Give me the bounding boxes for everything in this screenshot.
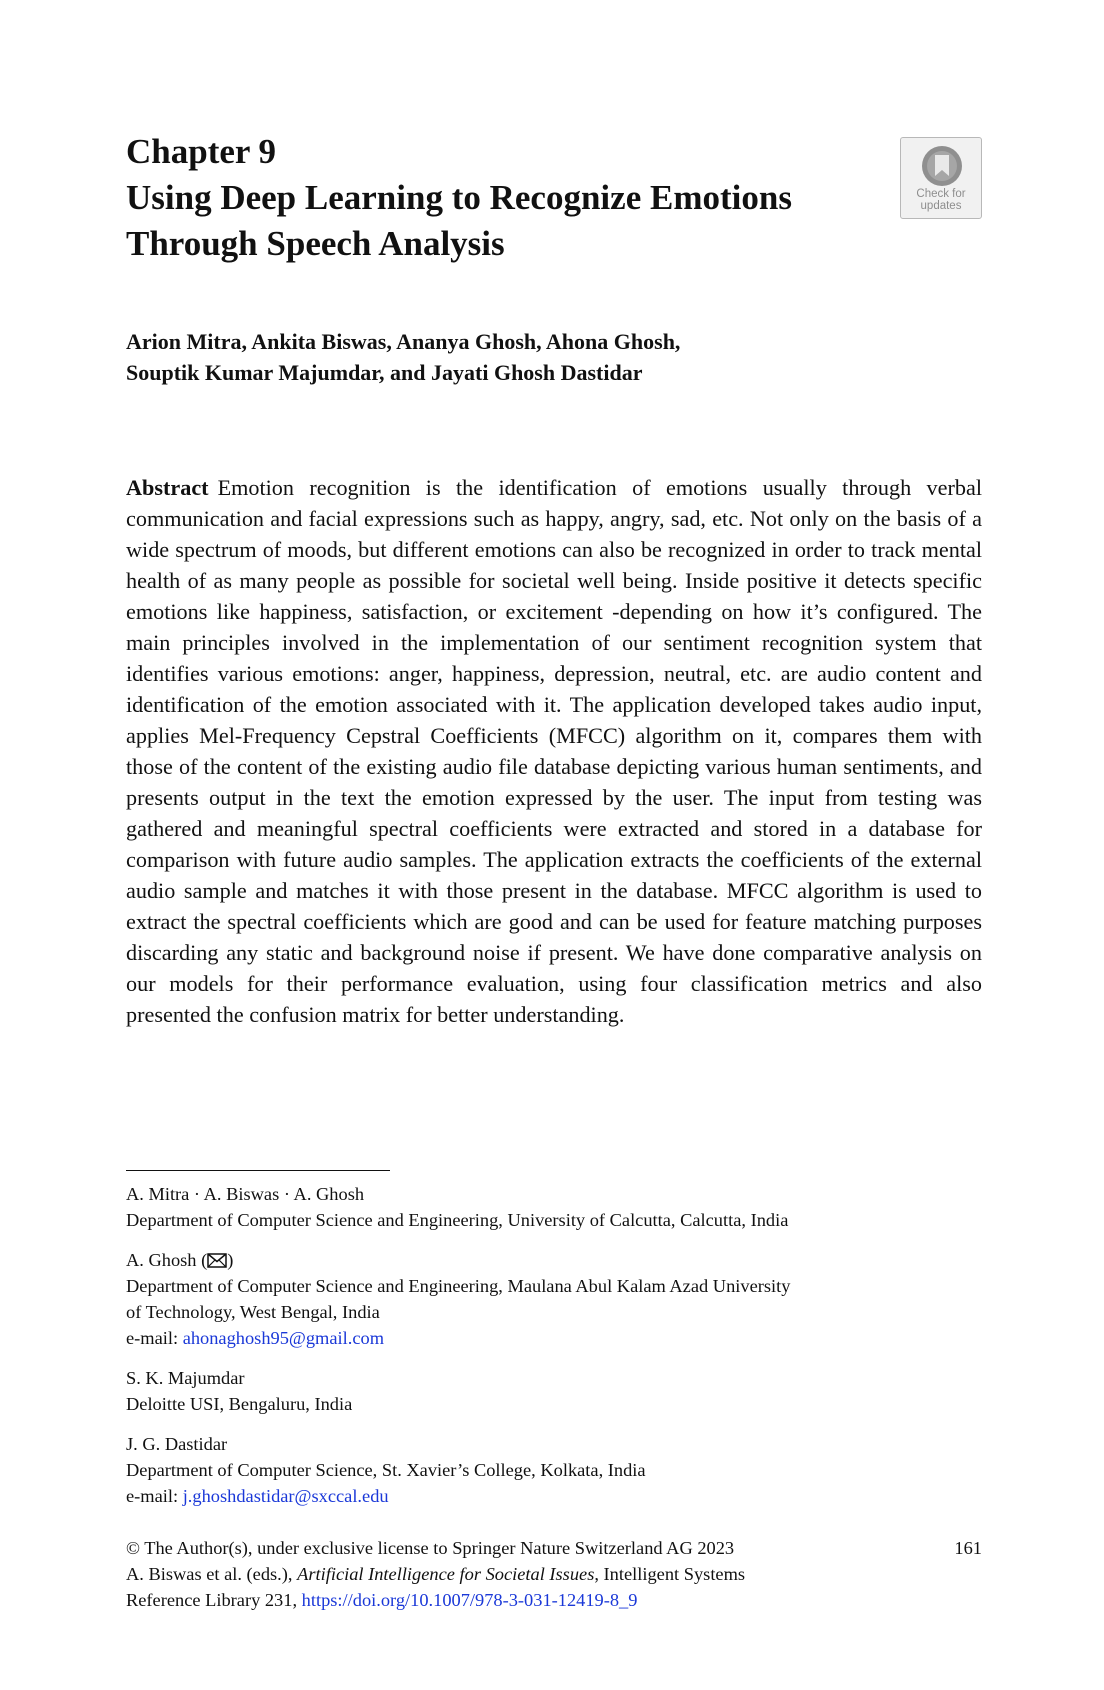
affiliation-dept: Department of Computer Science and Engineering, Maulana Abul Kalam Azad University [126, 1276, 791, 1296]
badge-label: Check for updates [916, 188, 966, 212]
chapter-title: Using Deep Learning to Recognize Emotions Through Speech Analysis [126, 178, 792, 263]
copyright-notice [126, 1535, 982, 1613]
citation-line: A. Biswas et al. (eds.), Artificial Intelligence for Societal Issues, Intelligent Systems [126, 1564, 746, 1584]
chapter-label: Chapter 9 [126, 132, 277, 171]
affiliations [126, 1181, 982, 1523]
affiliation-dept: Department of Computer Science and Engineering, University of Calcutta, Calcutta, India [126, 1210, 789, 1230]
author-line: Arion Mitra, Ankita Biswas, Ananya Ghosh, Ahona Ghosh, [126, 329, 681, 354]
email-link[interactable]: j.ghoshdastidar@sxccal.edu [182, 1486, 389, 1506]
abstract-text: Emotion recognition is the identification of emotions usually through verbal communication and facial expressions such as happy, angry, sad, etc. Not only on the basis of a wide spectrum of moods, but different emotions can also be recognized in order to track mental health of as many people as possible for societal well being. Inside positive it detects specific emotions like happiness, satisfaction, or excitement -depending on how it’s configured. The main principles involved in the implementation of our sentiment recognition system that identifies various emotions: anger, happiness, depression, neutral, etc. are audio content and identification of the emotion associated with it. The application developed takes audio input, applies Mel-Frequency Cepstral Coefficients (MFCC) algorithm on it, compares them with those of the content of the existing audio file database depicting various human sentiments, and presents output in the text the emotion expressed by the user. The input from testing was gathered and meaningful spectral coefficients were extracted and stored in a database for comparison with future audio samples. The application extracts the coefficients of the external audio sample and matches it with those present in the database. MFCC algorithm is used to extract the spectral coefficients which are good and can be used for feature matching purposes discarding any static and background noise if present. We have done comparative analysis on our models for their performance evaluation, using four classification metrics and also presented the confusion matrix for better understanding. [126, 475, 982, 1027]
author-list [126, 326, 866, 388]
affiliation-block [126, 1247, 982, 1351]
bookmark-icon [920, 145, 964, 187]
abstract-heading: Abstract [126, 475, 209, 500]
affiliation-names: A. Mitra · A. Biswas · A. Ghosh [126, 1184, 365, 1204]
page-number: 161 [954, 1538, 982, 1558]
affiliation-names: S. K. Majumdar [126, 1368, 245, 1388]
footnote-divider [126, 1170, 390, 1171]
author-line: Souptik Kumar Majumdar, and Jayati Ghosh Dastidar [126, 360, 643, 385]
citation-line: Reference Library 231, https://doi.org/10.1007/978-3-031-12419-8_9 [126, 1590, 638, 1610]
corresponding-author: A. Ghosh ( ) [126, 1250, 234, 1270]
affiliation-names: J. G. Dastidar [126, 1434, 228, 1454]
email-line: e-mail: ahonaghosh95@gmail.com [126, 1328, 385, 1348]
affiliation-dept: of Technology, West Bengal, India [126, 1302, 380, 1322]
email-line: e-mail: j.ghoshdastidar@sxccal.edu [126, 1486, 389, 1506]
email-link[interactable]: ahonaghosh95@gmail.com [182, 1328, 385, 1348]
affiliation-block [126, 1365, 982, 1417]
doi-link[interactable]: https://doi.org/10.1007/978-3-031-12419-8_9 [301, 1590, 638, 1610]
copyright-line: © The Author(s), under exclusive license to Springer Nature Switzerland AG 2023 [126, 1538, 735, 1558]
affiliation-block [126, 1431, 982, 1509]
abstract [126, 472, 982, 1030]
envelope-icon [207, 1253, 227, 1268]
affiliation-dept: Department of Computer Science, St. Xavier’s College, Kolkata, India [126, 1460, 646, 1480]
affiliation-dept: Deloitte USI, Bengaluru, India [126, 1394, 353, 1414]
check-for-updates-badge[interactable] [900, 137, 982, 219]
affiliation-block [126, 1181, 982, 1233]
book-title: Artificial Intelligence for Societal Issues [297, 1564, 595, 1584]
